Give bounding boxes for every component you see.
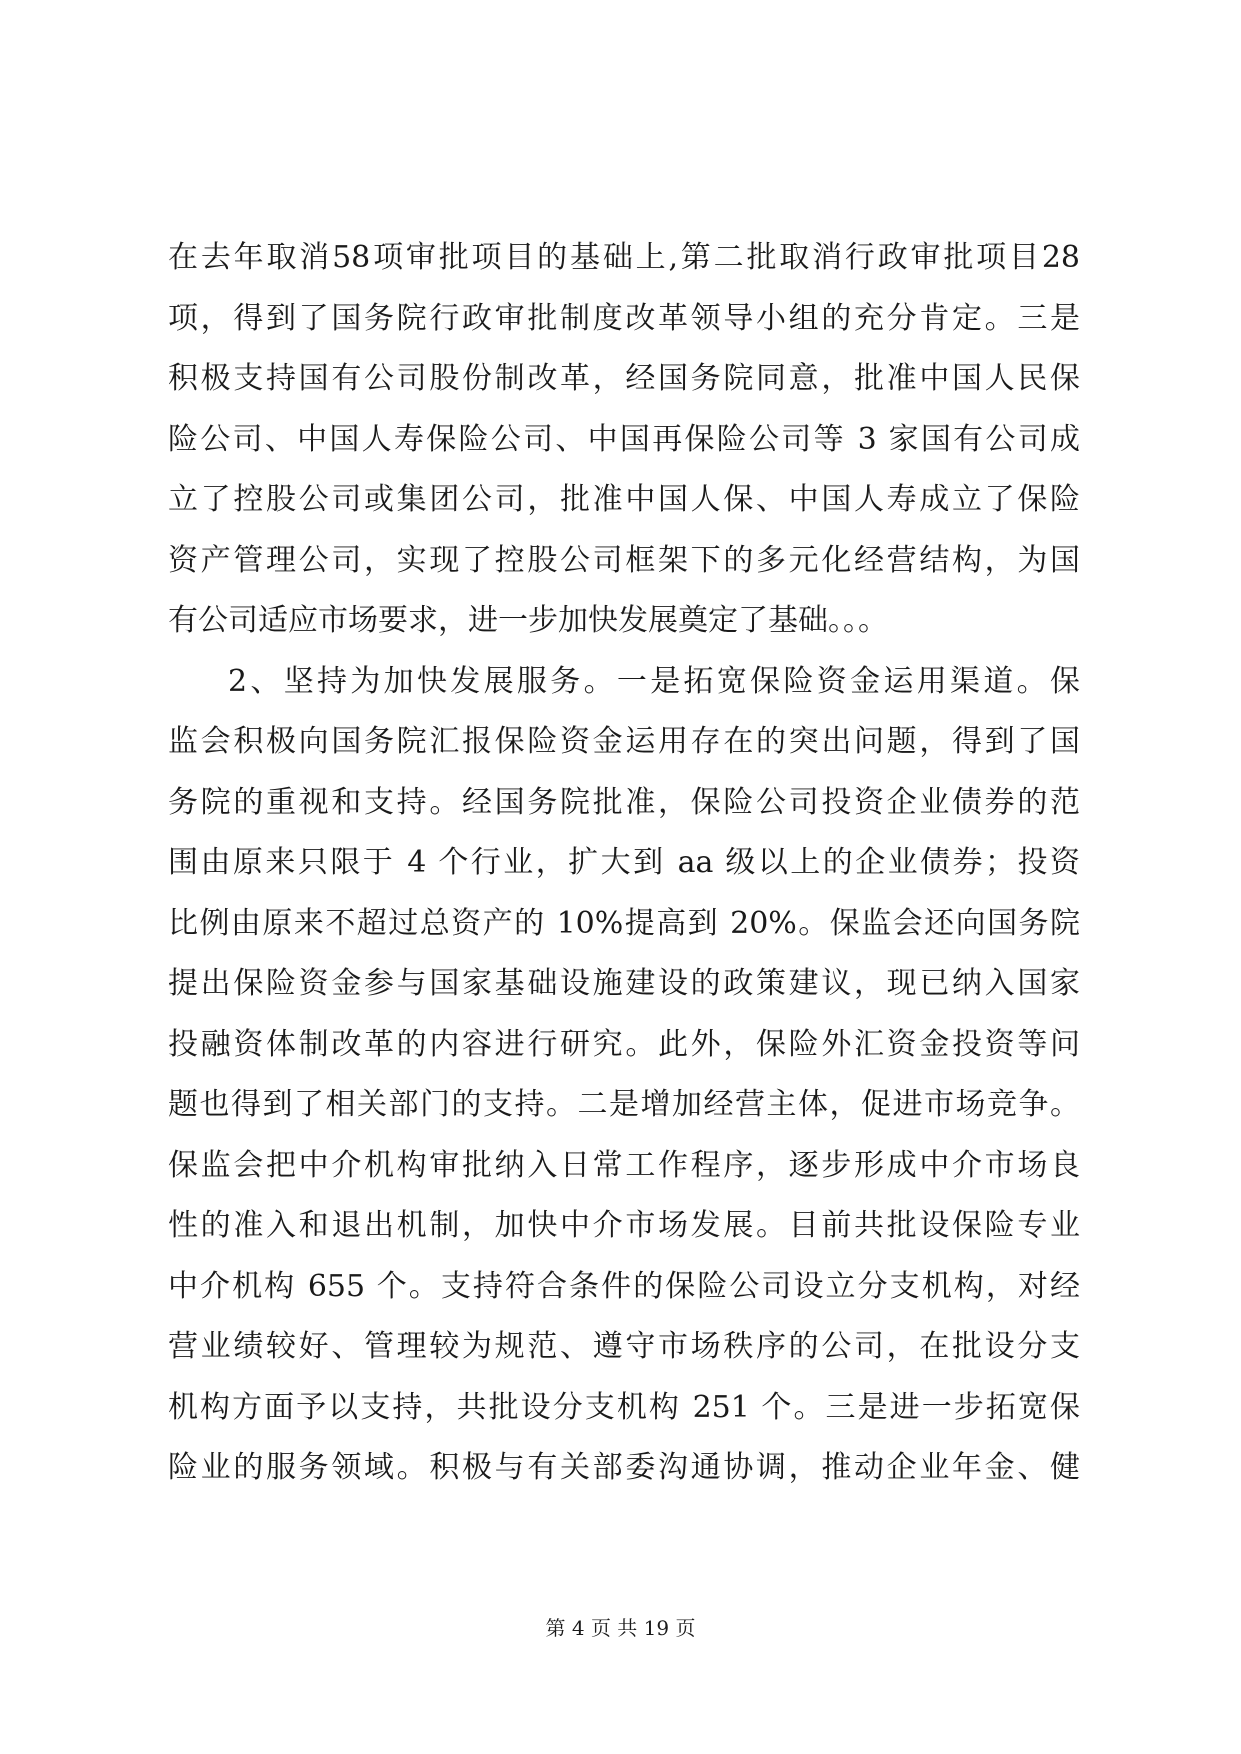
text-line: 有公司适应市场要求，进一步加快发展奠定了基础。。。	[168, 603, 888, 638]
text-line: 监会积极向国务院汇报保险资金运用存在的突出问题，得到了国	[168, 724, 1080, 759]
text-line: 积极支持国有公司股份制改革，经国务院同意，批准中国人民保	[168, 361, 1080, 396]
body-text	[168, 228, 1080, 1499]
text-line: 性的准入和退出机制，加快中介市场发展。目前共批设保险专业	[168, 1208, 1080, 1243]
text-line: 在去年取消58项审批项目的基础上,第二批取消行政审批项目28	[168, 240, 1080, 275]
text-line: 机构方面予以支持，共批设分支机构 251 个。三是进一步拓宽保	[168, 1389, 1080, 1425]
text-line: 围由原来只限于 4 个行业，扩大到 aa 级以上的企业债券；投资	[168, 845, 1080, 880]
text-line: 项，得到了国务院行政审批制度改革领导小组的充分肯定。三是	[168, 300, 1080, 336]
text-line: 险公司、中国人寿保险公司、中国再保险公司等 3 家国有公司成	[168, 421, 1080, 457]
text-line: 2、坚持为加快发展服务。一是拓宽保险资金运用渠道。保	[228, 663, 1080, 699]
page-number-label: 第 4 页 共 19 页	[545, 1616, 696, 1640]
text-line: 中介机构 655 个。支持符合条件的保险公司设立分支机构，对经	[168, 1268, 1080, 1304]
text-line: 比例由原来不超过总资产的 10%提高到 20%。保监会还向国务院	[168, 905, 1080, 941]
text-line: 题也得到了相关部门的支持。二是增加经营主体，促进市场竞争。	[168, 1087, 1080, 1122]
page-footer	[0, 1612, 1241, 1641]
text-line: 投融资体制改革的内容进行研究。此外，保险外汇资金投资等问	[168, 1026, 1080, 1062]
text-line: 营业绩较好、管理较为规范、遵守市场秩序的公司，在批设分支	[168, 1329, 1080, 1364]
text-line: 保监会把中介机构审批纳入日常工作程序，逐步形成中介市场良	[168, 1147, 1080, 1183]
text-line: 险业的服务领域。积极与有关部委沟通协调，推动企业年金、健	[168, 1450, 1080, 1485]
text-line: 提出保险资金参与国家基础设施建设的政策建议，现已纳入国家	[168, 966, 1080, 1001]
text-line: 立了控股公司或集团公司，批准中国人保、中国人寿成立了保险	[168, 482, 1080, 517]
text-line: 资产管理公司，实现了控股公司框架下的多元化经营结构，为国	[168, 542, 1080, 578]
text-line: 务院的重视和支持。经国务院批准，保险公司投资企业债券的范	[168, 784, 1080, 820]
